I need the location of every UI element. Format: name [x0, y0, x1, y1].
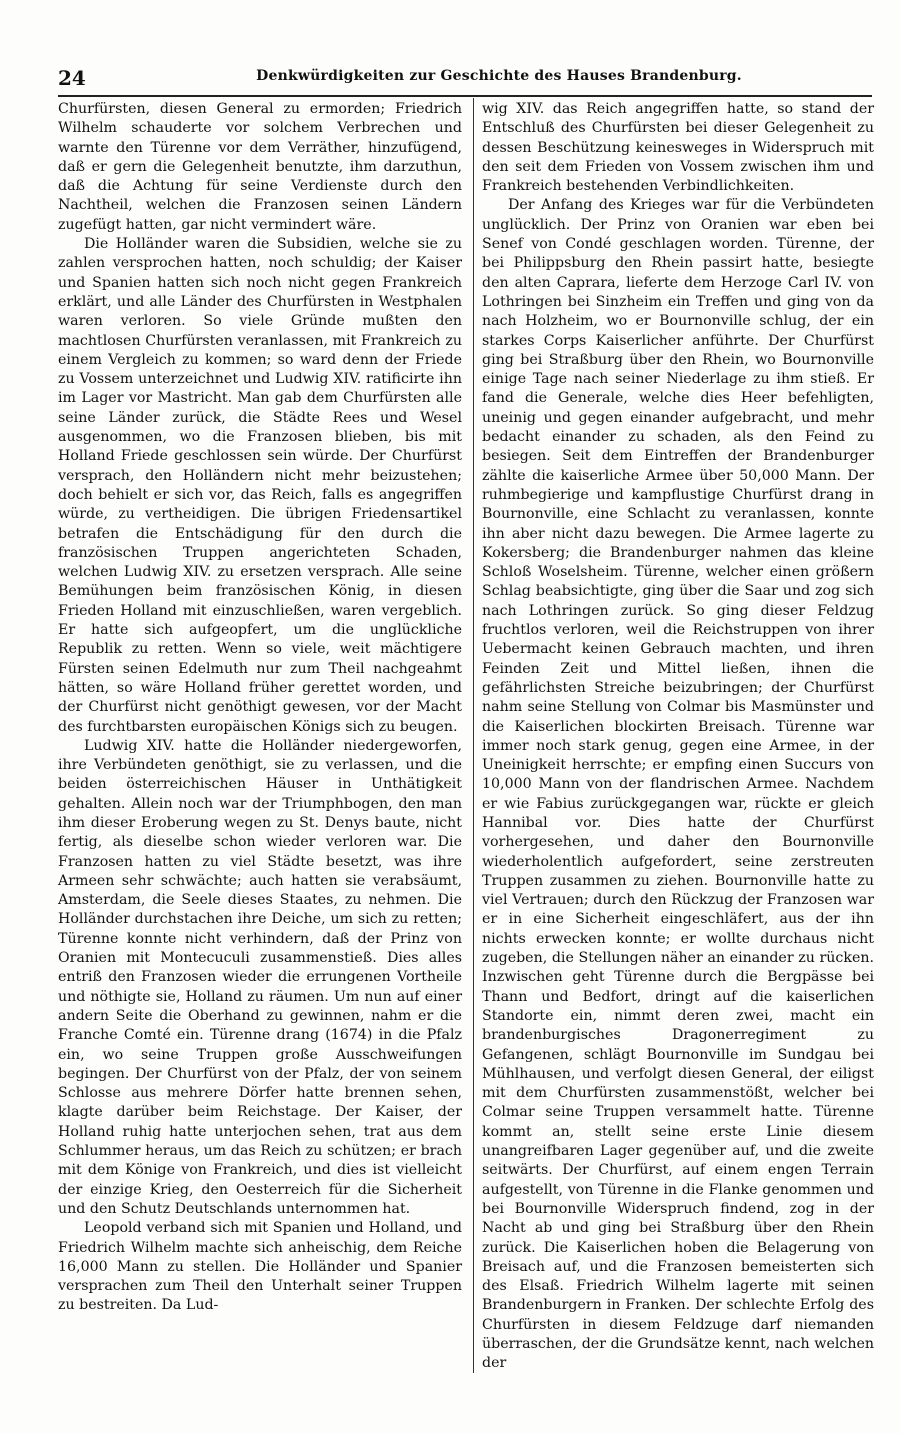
paragraph: Leopold verband sich mit Spanien und Holland, und Friedrich Wilhelm machte sich anheischig, dem Reiche 16,000 Mann zu stellen. Die Holländer und Spanier versprachen zum Theil den Unterhalt seiner Truppen zu bestreiten. Da Lud- — [58, 1220, 462, 1314]
column-divider — [473, 98, 474, 1373]
paragraph: Der Anfang des Krieges war für die Verbündeten unglücklich. Der Prinz von Oranien war eben bei Senef von Condé geschlagen worden. Türenne, der bei Philippsburg den Rhein passirt hatte, besiegte den alten Caprara, lieferte dem Herzoge Carl IV. von Lothringen bei Sinzheim ein Treffen und ging von da nach Holzheim, wo er Bournonville schlug, der ein starkes Corps Kaiserlicher anführte. Der Churfürst ging bei Straßburg über den Rhein, wo Bournonville einige Tage nach seiner Niederlage zu ihm stieß. Er fand die Generale, welche dies Heer befehligten, uneinig und gegen einander aufgebracht, und mehr bedacht einander zu schaden, als den Feind zu besiegen. Seit dem Eintreffen der Brandenburger zählte die kaiserliche Armee über 50,000 Mann. Der ruhmbegierige und kampflustige Churfürst drang in Bournonville, eine Schlacht zu veranlassen, konnte ihn aber nicht dazu bewegen. Die Armee lagerte zu Kokersberg; die Brandenburger nahmen das kleine Schloß Woselsheim. Türenne, welcher einen größern Schlag beabsichtigte, ging über die Saar und zog sich nach Lothringen zurück. So ging dieser Feldzug fruchtlos verloren, weil die Reichstruppen von ihrer Uebermacht keinen Gebrauch machten, und ihren Feinden Zeit und Mittel ließen, ihnen die gefährlichsten Streiche beizubringen; der Churfürst nahm seine Stellung von Colmar bis Masmünster und die Kaiserlichen blockirten Breisach. Türenne war immer noch stark genug, gegen eine Armee, in der Uneinigkeit herrschte; er empfing einen Succurs von 10,000 Mann von der flandrischen Armee. Nachdem er wie Fabius zurückgegangen war, rückte er gleich Hannibal vor. Dies hatte der Churfürst vorhergesehen, und daher den Bournonville wiederholentlich aufgefordert, seine zerstreuten Truppen zusammen zu ziehen. Bournonville hatte zu viel Vertrauen; durch den Rückzug der Franzosen war er in eine Sicherheit eingeschläfert, aus der ihn nichts erwecken konnte; er wollte durchaus nicht zugeben, die Stellungen näher an einander zu rücken. Inzwischen geht Türenne durch die Bergpässe bei Thann und Bedfort, dringt auf die kaiserlichen Standorte ein, nimmt deren zwei, macht ein brandenburgisches Dragonerregiment zu Gefangenen, schlägt Bournonville im Sundgau bei Mühlhausen, und verfolgt diesen General, der eiligst mit dem Churfürsten zusammenstößt, welcher bei Colmar seine Truppen versammelt hatte. Türenne kommt an, stellt seine erste Linie diesem unangreifbaren Lager gegenüber auf, und die zweite seitwärts. Der Churfürst, auf einem engen Terrain aufgestellt, von Türenne in die Flanke genommen und bei Bournonville Widerspruch findend, zog in der Nacht ab und ging bei Straßburg über den Rhein zurück. Die Kaiserlichen hoben die Belagerung von Breisach auf, und die Franzosen bemeisterten sich des Elsaß. Friedrich Wilhelm lagerte mit seinen Brandenburgern in Franken. Der schlechte Erfolg des Churfürsten in diesem Feldzuge darf niemanden überraschen, der die Grundsätze kennt, nach welchen der — [482, 197, 874, 1372]
paragraph: wig XIV. das Reich angegriffen hatte, so stand der Entschluß des Churfürsten bei dieser Gelegenheit zu dessen Beschützung keinesweges in Widerspruch mit den seit dem Frieden von Vossem zwischen ihm und Frankreich bestehenden Verbindlichkeiten. — [482, 101, 874, 195]
right-column — [482, 100, 874, 1374]
header-rule — [58, 95, 872, 97]
paragraph: Churfürsten, diesen General zu ermorden; Friedrich Wilhelm schauderte vor solchem Verbrechen und warnte den Türenne vor dem Verräther, hinzufügend, daß er gern die Gelegenheit benutzte, ihm darzuthun, daß die Achtung für seine Verdienste durch den Nachtheil, welchen die Franzosen seinen Ländern zugefügt hatten, gar nicht vermindert wäre. — [58, 101, 462, 233]
paragraph: Ludwig XIV. hatte die Holländer niedergeworfen, ihre Verbündeten genöthigt, sie zu verlassen, und die beiden österreichischen Häuser in Unthätigkeit gehalten. Allein noch war der Triumphbogen, den man ihm dieser Eroberung wegen zu St. Denys baute, nicht fertig, als dieselbe schon wieder verloren war. Die Franzosen hatten zu viel Städte besetzt, was ihre Armeen sehr schwächte; auch hatten sie verabsäumt, Amsterdam, die Seele dieses Staates, zu nehmen. Die Holländer durchstachen ihre Deiche, um sich zu retten; Türenne konnte nicht verhindern, daß der Prinz von Oranien mit Montecuculi zusammenstieß. Dies alles entriß den Franzosen wieder die errungenen Vortheile und nöthigte sie, Holland zu räumen. Um nun auf einer andern Seite die Oberhand zu gewinnen, nahm er die Franche Comté ein. Türenne drang (1674) in die Pfalz ein, wo seine Truppen große Ausschweifungen begingen. Der Churfürst von der Pfalz, der von seinem Schlosse aus mehrere Dörfer hatte brennen sehen, klagte darüber beim Reichstage. Der Kaiser, der Holland ruhig hatte unterjochen sehen, trat aus dem Schlummer heraus, um das Reich zu schützen; er brach mit dem Könige von Frankreich, und dies ist vielleicht der einzige Krieg, den Oesterreich für die Sicherheit und den Schutz Deutschlands unternommen hat. — [58, 737, 462, 1217]
page-header — [58, 66, 870, 88]
running-title: Denkwürdigkeiten zur Geschichte des Hauses Brandenburg. — [256, 68, 742, 84]
left-column — [58, 100, 462, 1316]
page-number: 24 — [58, 66, 86, 90]
paragraph: Die Holländer waren die Subsidien, welche sie zu zahlen versprochen hatten, noch schuldig; der Kaiser und Spanien hatten sich noch nicht gegen Frankreich erklärt, und alle Länder des Churfürsten in Westphalen waren verloren. So viele Gründe mußten den machtlosen Churfürsten veranlassen, mit Frankreich zu einem Vergleich zu kommen; so ward denn der Friede zu Vossem unterzeichnet und Ludwig XIV. ratificirte ihn im Lager vor Mastricht. Man gab dem Churfürsten alle seine Länder zurück, die Städte Rees und Wesel ausgenommen, wo die Franzosen blieben, bis mit Holland Friede geschlossen sein würde. Der Churfürst versprach, den Holländern nicht mehr beizustehen; doch behielt er sich vor, das Reich, falls es angegriffen würde, zu vertheidigen. Die übrigen Friedensartikel betrafen die Entschädigung für den durch die französischen Truppen angerichteten Schaden, welchen Ludwig XIV. zu ersetzen versprach. Alle seine Bemühungen beim französischen König, in diesen Frieden Holland mit einzuschließen, waren vergeblich. Er hatte sich aufgeopfert, um die unglückliche Republik zu retten. Wenn so viele, weit mächtigere Fürsten seinen Edelmuth nur zum Theil nachgeahmt hätten, so wäre Holland früher gerettet worden, und der Churfürst nicht genöthigt gewesen, vor der Macht des furchtbarsten europäischen Königs sich zu beugen. — [58, 236, 462, 735]
